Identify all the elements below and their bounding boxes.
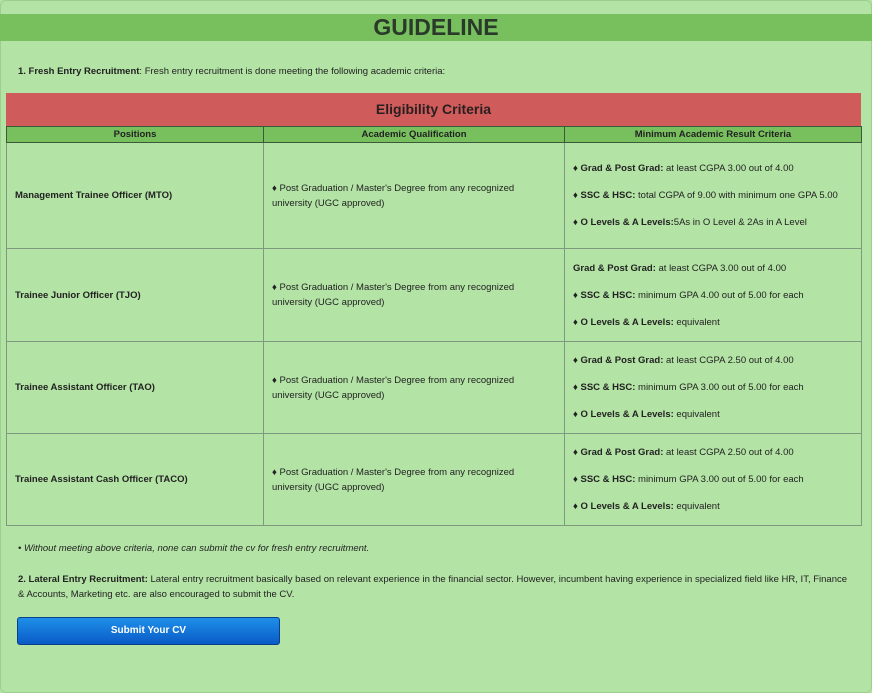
submit-cv-button[interactable]: Submit Your CV	[17, 617, 280, 645]
qualification-cell: ♦ Post Graduation / Master's Degree from any recognized university (UGC approved)	[264, 342, 565, 434]
qualification-cell: ♦ Post Graduation / Master's Degree from any recognized university (UGC approved)	[264, 434, 565, 526]
criteria-label: ♦ Grad & Post Grad:	[573, 355, 664, 366]
criteria-line	[573, 188, 853, 203]
criteria-line	[573, 407, 853, 422]
criteria-line	[573, 445, 853, 460]
criteria-text: at least CGPA 2.50 out of 4.00	[663, 355, 794, 366]
criteria-label: Grad & Post Grad:	[573, 262, 656, 274]
eligibility-criteria-heading: Eligibility Criteria	[6, 93, 861, 126]
position-cell: Management Trainee Officer (MTO)	[7, 143, 264, 249]
qualification-cell: ♦ Post Graduation / Master's Degree from any recognized university (UGC approved)	[264, 143, 565, 249]
criteria-label: ♦ SSC & HSC:	[573, 474, 636, 485]
criteria-line	[573, 215, 853, 230]
criteria-cell	[565, 434, 862, 526]
criteria-text: at least CGPA 3.00 out of 4.00	[663, 163, 794, 174]
criteria-cell	[565, 143, 862, 249]
criteria-label: ♦ O Levels & A Levels:	[573, 217, 674, 228]
criteria-line	[573, 472, 853, 487]
criteria-line	[573, 499, 853, 514]
position-cell: Trainee Assistant Cash Officer (TACO)	[7, 434, 264, 526]
qualification-cell: ♦ Post Graduation / Master's Degree from any recognized university (UGC approved)	[264, 249, 565, 342]
criteria-text: at least CGPA 3.00 out of 4.00	[655, 262, 787, 274]
criteria-line	[573, 315, 853, 330]
criteria-label: ♦ Grad & Post Grad:	[573, 447, 664, 458]
criteria-line	[573, 261, 853, 276]
column-header-result-criteria: Minimum Academic Result Criteria	[565, 127, 862, 143]
criteria-text: minimum GPA 3.00 out of 5.00 for each	[635, 474, 804, 485]
criteria-text: total CGPA of 9.00 with minimum one GPA 5.00	[635, 190, 838, 201]
eligibility-table	[6, 126, 862, 526]
criteria-label: ♦ O Levels & A Levels:	[573, 409, 674, 420]
criteria-text: at least CGPA 2.50 out of 4.00	[663, 447, 794, 458]
fresh-entry-text: : Fresh entry recruitment is done meeting the following academic criteria:	[139, 66, 446, 77]
criteria-text: equivalent	[673, 316, 720, 328]
criteria-label: ♦ SSC & HSC:	[573, 382, 636, 393]
criteria-line	[573, 380, 853, 395]
criteria-note: • Without meeting above criteria, none can submit the cv for fresh entry recruitment.	[18, 543, 370, 554]
column-header-qualification: Academic Qualification	[264, 127, 565, 143]
criteria-label: ♦ O Levels & A Levels:	[573, 501, 674, 512]
criteria-line	[573, 353, 853, 368]
table-row	[7, 143, 862, 249]
criteria-line	[573, 161, 853, 176]
criteria-label: ♦ O Levels & A Levels:	[573, 316, 674, 328]
table-row	[7, 342, 862, 434]
criteria-line	[573, 288, 853, 303]
criteria-label: ♦ SSC & HSC:	[573, 190, 636, 201]
table-row	[7, 434, 862, 526]
table-row	[7, 249, 862, 342]
lateral-entry-text: Lateral entry recruitment basically based on relevant experience in the financial sector. However, incumbent having experience in specialized field like HR, IT, Finance & Accounts, Marketing etc. are also encouraged to submit the CV.	[18, 574, 848, 600]
page-title: GUIDELINE	[0, 14, 872, 41]
fresh-entry-label: 1. Fresh Entry Recruitment	[18, 66, 140, 77]
criteria-text: minimum GPA 4.00 out of 5.00 for each	[635, 289, 804, 301]
criteria-text: minimum GPA 3.00 out of 5.00 for each	[635, 382, 804, 393]
position-cell: Trainee Assistant Officer (TAO)	[7, 342, 264, 434]
lateral-entry-paragraph	[18, 572, 848, 602]
criteria-cell	[565, 249, 862, 342]
position-cell: Trainee Junior Officer (TJO)	[7, 249, 264, 342]
lateral-entry-label: 2. Lateral Entry Recruitment:	[18, 574, 148, 585]
fresh-entry-intro	[18, 66, 445, 77]
criteria-text: equivalent	[673, 409, 720, 420]
criteria-cell	[565, 342, 862, 434]
column-header-positions: Positions	[7, 127, 264, 143]
criteria-text: equivalent	[673, 501, 720, 512]
criteria-text: 5As in O Level & 2As in A Level	[673, 217, 807, 228]
criteria-label: ♦ Grad & Post Grad:	[573, 163, 664, 174]
criteria-label: ♦ SSC & HSC:	[573, 289, 636, 301]
